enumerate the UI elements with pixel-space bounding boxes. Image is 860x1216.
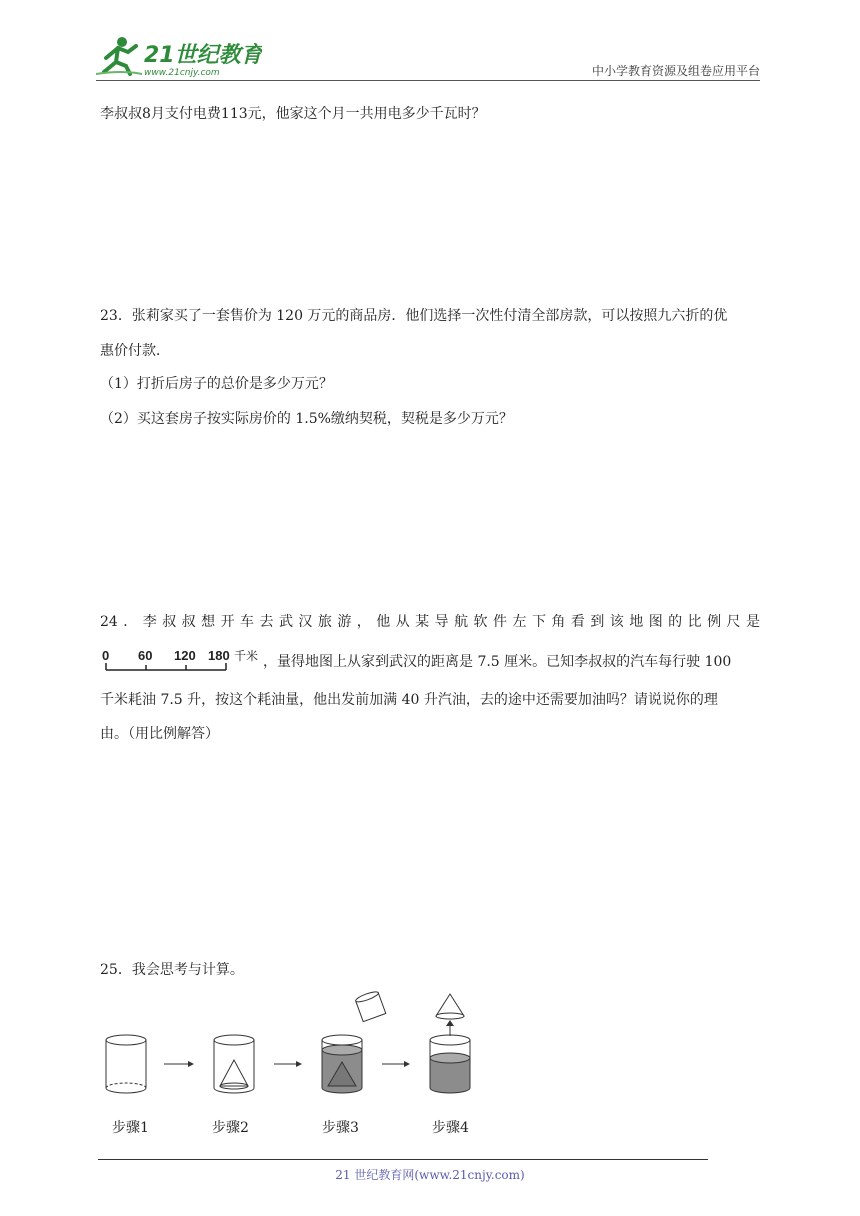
- scale-tick-60: 60: [138, 648, 153, 663]
- footer-divider: [98, 1159, 708, 1160]
- header-platform-text: 中小学教育资源及组卷应用平台: [591, 64, 760, 78]
- step3-pouring-icon: [322, 990, 386, 1093]
- q23-sub2: （2）买这套房子按实际房价的 1.5%缴纳契税，契税是多少万元？: [100, 411, 513, 427]
- step1-cylinder-icon: [106, 1035, 146, 1093]
- site-logo: [92, 34, 262, 80]
- footer-text[interactable]: 21 世纪教育网(www.21cnjy.com): [335, 1168, 525, 1182]
- logo-text: 21世纪教育: [144, 43, 262, 68]
- q23-line1: 23．张莉家买了一套售价为 120 万元的商品房．他们选择一次性付清全部房款，可以按照九六折的优: [100, 308, 728, 324]
- q24-line3: 千米耗油 7.5 升，按这个耗油量，他出发前加满 40 升汽油，去的途中还需要加油吗？请说说你的理: [100, 692, 718, 708]
- scale-unit: 千米: [234, 649, 259, 663]
- q23-line2: 惠价付款．: [100, 343, 170, 359]
- step-label-3: 步骤3: [322, 1120, 359, 1136]
- q23-sub1: （1）打折后房子的总价是多少万元？: [100, 376, 333, 392]
- scale-bar: [100, 646, 262, 674]
- step-label-2: 步骤2: [212, 1120, 249, 1136]
- q22-text: 李叔叔8月支付电费113元，他家这个月一共用电多少千瓦时？: [100, 106, 486, 122]
- step2-cylinder-cone-icon: [214, 1035, 254, 1093]
- step-label-4: 步骤4: [432, 1120, 469, 1136]
- step-label-1: 步骤1: [112, 1120, 149, 1136]
- q24-line1: 24．李叔叔想开车去武汉旅游，他从某导航软件左下角看到该地图的比例尺是: [100, 614, 760, 630]
- step4-cone-removed-icon: [430, 994, 470, 1093]
- q25-line1: 25．我会思考与计算。: [100, 962, 244, 978]
- runner-logo-icon: [92, 34, 262, 80]
- q24-line4: 由。（用比例解答）: [100, 726, 219, 742]
- scale-tick-180: 180: [208, 648, 230, 663]
- cylinder-cone-diagram: [96, 990, 496, 1100]
- q24-line2: ，量得地图上从家到武汉的距离是 7.5 厘米。已知李叔叔的汽车每行驶 100: [263, 654, 732, 670]
- logo-url: www.21cnjy.com: [144, 68, 220, 78]
- scale-tick-0: 0: [102, 648, 110, 663]
- header-divider: [96, 80, 760, 81]
- scale-tick-120: 120: [174, 648, 196, 663]
